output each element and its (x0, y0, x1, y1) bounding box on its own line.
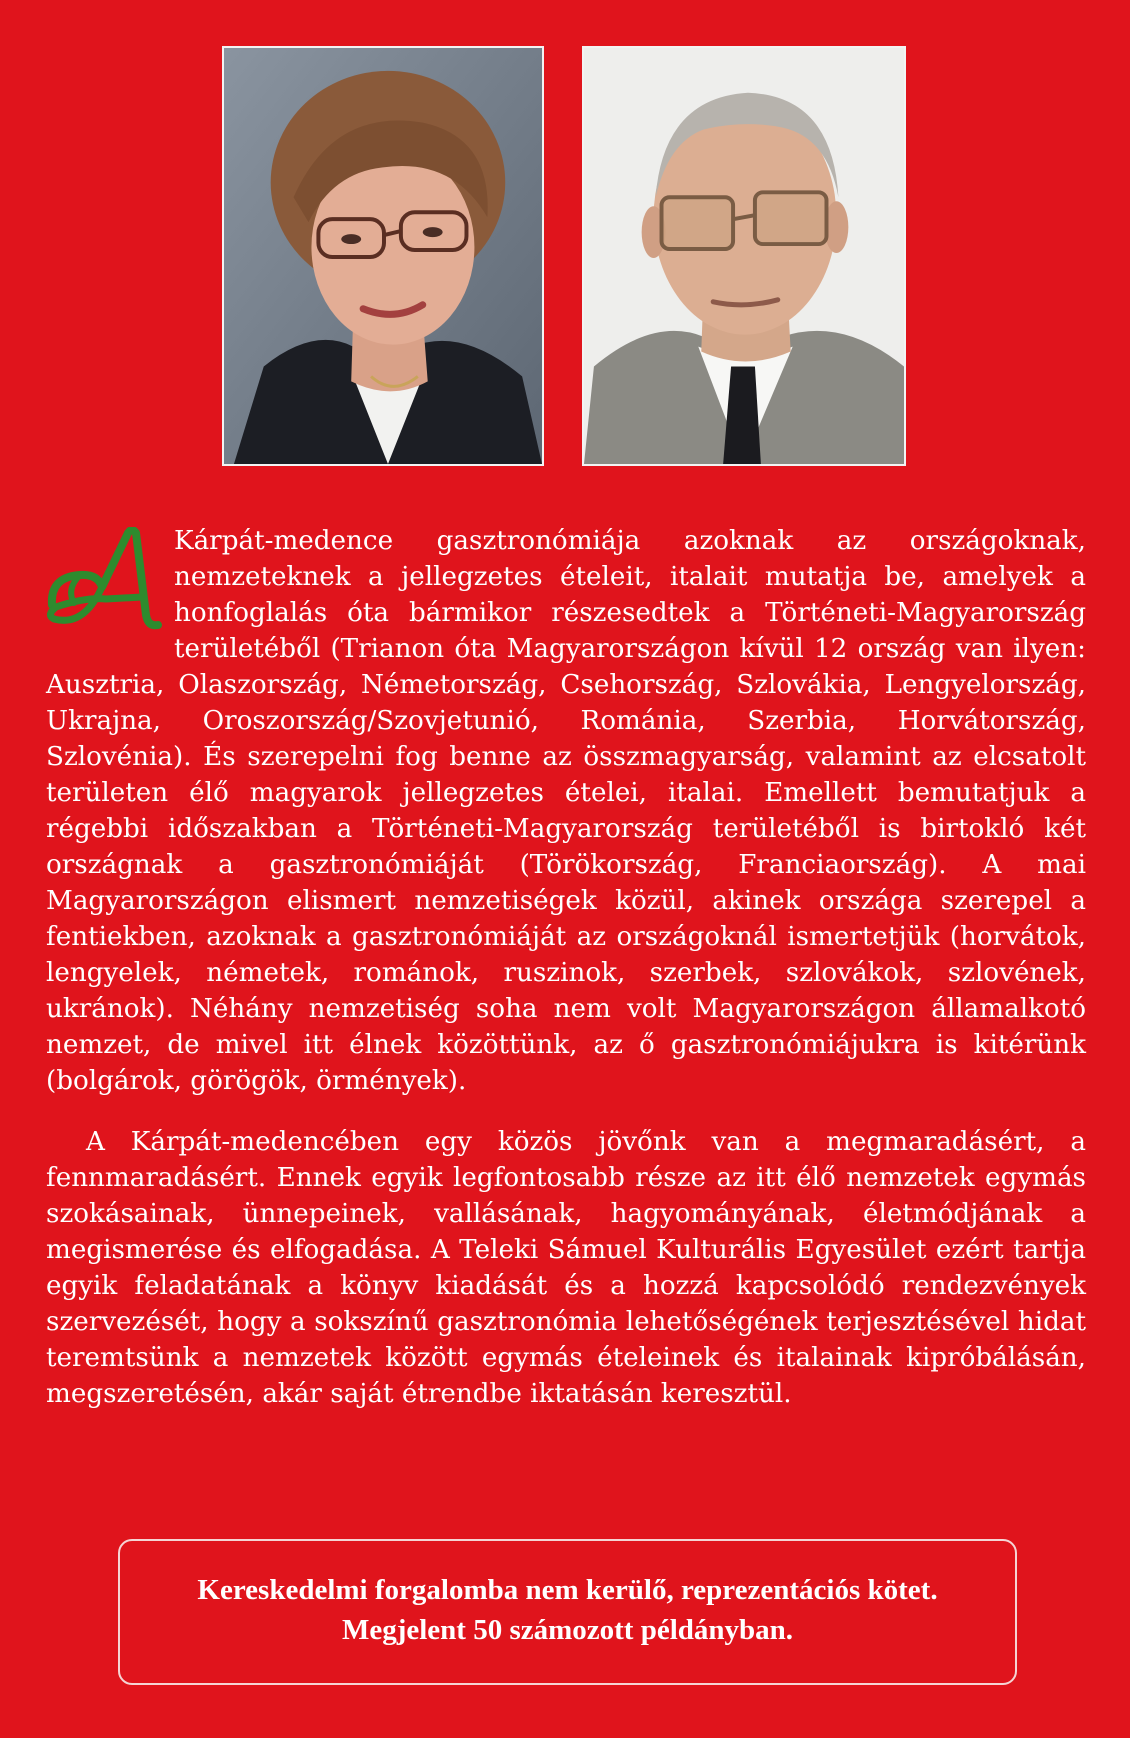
second-paragraph: A Kárpát-medencében egy közös jövőnk van a megmaradásért, a fennmaradásért. Ennek egyik legfontosabb része az itt élő nemzetek egymás szokásainak, ünnepeinek, vallásának, hagyományának, életmódjának a megismerése és elfogadása. A Teleki Sámuel Kulturális Egyesület ezért tartja egyik feladatának a könyv kiadását és a hozzá kapcsolódó rendezvények szervezését, hogy a sokszínű gasztronómia lehetőségének terjesztésével hidat teremtsünk a nemzetek között egymás ételeinek és italainak kipróbálásán, megszeretésén, akár saját étrendbe iktatásán keresztül. (46, 1127, 1086, 1409)
intro-paragraph (46, 523, 1086, 1099)
limited-edition-notice (118, 1539, 1017, 1685)
author-photo-man (582, 46, 906, 466)
author-photo-woman (222, 46, 544, 466)
portrait-man-image (584, 48, 904, 464)
intro-text: Kárpát-medence gasztronómiája azoknak az országoknak, nemzeteknek a jellegzetes ételeit, italait mutatja be, amelyek a honfoglalás óta bármikor részesedtek a Történeti-Magyarország területéből (Trianon óta Magyarországon kívül 12 ország van ilyen: Ausztria, Olaszország, Németország, Csehország, Szlovákia, Lengyelország, Ukrajna, Oroszország/Szovjetunió, Románia, Szerbia, Horvátország, Szlovénia). És szerepelni fog benne az összmagyarság, valamint az elcsatolt területen élő magyarok jellegzetes ételei, italai. Emellett bemutatjuk a régebbi időszakban a Történeti-Magyarország területéből is birtokló két országnak a gasztronómiáját (Törökország, Franciaország). A mai Magyarországon elismert nemzetiségek közül, akinek országa szerepel a fentiekben, azoknak a gasztronómiáját az országoknál ismertetjük (horvátok, lengyelek, németek, románok, ruszinok, szerbek, szlovákok, szlovének, ukránok). Néhány nemzetiség soha nem volt Magyarországon államalkotó nemzet, de mivel itt élnek közöttünk, az ő gasztronómiájukra is kitérünk (bolgárok, görögök, örmények). (46, 526, 1086, 1096)
notice-line-2: Megjelent 50 számozott példányban. (341, 1614, 794, 1646)
notice-line-1: Kereskedelmi forgalomba nem kerülő, reprezentációs kötet. (197, 1574, 938, 1606)
ornamental-a-icon (46, 527, 164, 635)
portrait-woman-image (224, 48, 542, 464)
dropcap-letter (46, 527, 164, 635)
